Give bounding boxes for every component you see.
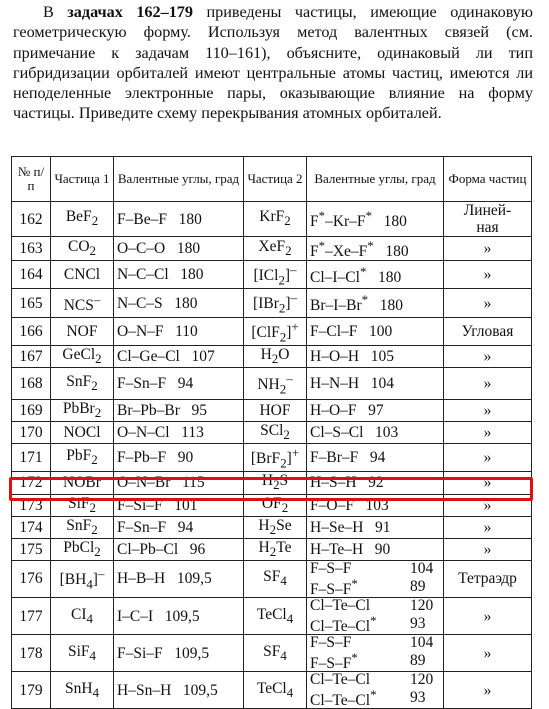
table-row bbox=[12, 317, 532, 345]
cell-particle-2: $H_2Te$ bbox=[244, 538, 307, 560]
cell-shape: » bbox=[444, 237, 532, 261]
header-number: № п/п bbox=[12, 157, 51, 202]
intro-text-1: В bbox=[43, 3, 68, 21]
cell-shape: » bbox=[444, 516, 532, 538]
cell-particle-2: HOF bbox=[244, 400, 307, 422]
table-row bbox=[12, 597, 532, 634]
cell-particle-1: NOCl bbox=[51, 422, 114, 444]
cell-angles-2: H–Se–H 91 bbox=[307, 516, 444, 538]
cell-angles-1: Br–Pb–Br 95 bbox=[114, 400, 244, 422]
cell-angles-2: F–S–F 104 F–S–F* 89 bbox=[307, 635, 444, 672]
cell-particle-2: $H_2S$ bbox=[244, 472, 307, 494]
cell-particle-1: $CO_2$ bbox=[51, 237, 114, 261]
table-row bbox=[12, 289, 532, 317]
cell-angles-2: H–O–F 97 bbox=[307, 400, 444, 422]
cell-angles-1: Cl–Pb–Cl 96 bbox=[114, 538, 244, 560]
intro-text-2: приведены частицы, имеющие одинаковую геометрическую форму. Используя метод валентных связей (см. примечание к задачам 110–161), объясните, одинаковый ли тип гибридизации орбиталей имеют центральные атомы частиц, имеются ли неподеленные электронные пары, оказывающие влияние на форму частицы. Приведите схему перекрывания атомных орбиталей. bbox=[13, 3, 533, 123]
cell-shape: Тетраэдр bbox=[444, 560, 532, 597]
cell-number: 173 bbox=[12, 494, 51, 516]
cell-particle-2: [BrF$_2$]+ bbox=[244, 444, 307, 472]
cell-angles-2: Br–I–Br* 180 bbox=[307, 289, 444, 317]
cell-shape: » bbox=[444, 444, 532, 472]
table-row bbox=[12, 237, 532, 261]
cell-number: 172 bbox=[12, 472, 51, 494]
cell-angles-1: F–Pb–F 90 bbox=[114, 444, 244, 472]
table-row bbox=[12, 202, 532, 237]
cell-angles-1: O–N–Cl 113 bbox=[114, 422, 244, 444]
cell-particle-1: BeF$_2$ bbox=[51, 202, 114, 237]
header-particle-2: Частица 2 bbox=[244, 157, 307, 202]
header-angles-2: Валентные углы, град bbox=[307, 157, 444, 202]
header-angles-1: Валентные углы, град bbox=[114, 157, 244, 202]
cell-particle-2: KrF$_2$ bbox=[244, 202, 307, 237]
cell-angles-1: H–Sn–H 109,5 bbox=[114, 672, 244, 709]
table-row bbox=[12, 444, 532, 472]
cell-angles-1: N–C–Cl 180 bbox=[114, 261, 244, 289]
cell-particle-1: $CI_4$ bbox=[51, 597, 114, 634]
cell-angles-2: Cl–S–Cl 103 bbox=[307, 422, 444, 444]
cell-angles-2: F–O–F 103 bbox=[307, 494, 444, 516]
cell-particle-1: SnF$_2$ bbox=[51, 516, 114, 538]
cell-angles-2: F–Cl–F 100 bbox=[307, 317, 444, 345]
cell-particle-2: TeCl$_4$ bbox=[244, 672, 307, 709]
cell-particle-2: [IBr$_2$]– bbox=[244, 289, 307, 317]
cell-particle-2: XeF$_2$ bbox=[244, 237, 307, 261]
cell-angles-1: Cl–Ge–Cl 107 bbox=[114, 345, 244, 367]
cell-angles-2: F–S–F 104 F–S–F* 89 bbox=[307, 560, 444, 597]
cell-shape: » bbox=[444, 261, 532, 289]
cell-angles-1: O–C–O 180 bbox=[114, 237, 244, 261]
table-row bbox=[12, 494, 532, 516]
cell-angles-2: H–O–H 105 bbox=[307, 345, 444, 367]
cell-shape: » bbox=[444, 538, 532, 560]
cell-angles-1: F–Si–F 101 bbox=[114, 494, 244, 516]
molecules-table bbox=[11, 156, 532, 709]
table-row bbox=[12, 538, 532, 560]
cell-angles-1: O–N–Br 115 bbox=[114, 472, 244, 494]
cell-particle-1: CNCl bbox=[51, 261, 114, 289]
table-row bbox=[12, 516, 532, 538]
cell-angles-1: N–C–S 180 bbox=[114, 289, 244, 317]
cell-particle-2: $NH_2^-$ bbox=[244, 368, 307, 400]
cell-particle-1: GeCl$_2$ bbox=[51, 345, 114, 367]
cell-particle-2: SCl$_2$ bbox=[244, 422, 307, 444]
cell-number: 179 bbox=[12, 672, 51, 709]
table-header-row bbox=[12, 157, 532, 202]
cell-particle-1: $[BH_4]^-$ bbox=[51, 560, 114, 597]
problem-intro bbox=[13, 2, 533, 124]
cell-angles-2: F*–Kr–F* 180 bbox=[307, 202, 444, 237]
table-row bbox=[12, 672, 532, 709]
cell-angles-2: Cl–I–Cl* 180 bbox=[307, 261, 444, 289]
cell-particle-2: $SF_4$ bbox=[244, 635, 307, 672]
cell-particle-1: PbBr$_2$ bbox=[51, 400, 114, 422]
cell-number: 169 bbox=[12, 400, 51, 422]
cell-number: 165 bbox=[12, 289, 51, 317]
cell-angles-1: F–Si–F 109,5 bbox=[114, 635, 244, 672]
cell-shape: Угловая bbox=[444, 317, 532, 345]
cell-angles-2: Cl–Te–Cl 120 Cl–Te–Cl* 93 bbox=[307, 597, 444, 634]
cell-angles-1: O–N–F 110 bbox=[114, 317, 244, 345]
table-row bbox=[12, 345, 532, 367]
cell-shape: » bbox=[444, 672, 532, 709]
cell-shape: » bbox=[444, 345, 532, 367]
cell-angles-1: F–Sn–F 94 bbox=[114, 516, 244, 538]
cell-number: 162 bbox=[12, 202, 51, 237]
cell-shape: » bbox=[444, 289, 532, 317]
table-body bbox=[12, 202, 532, 709]
cell-number: 171 bbox=[12, 444, 51, 472]
cell-shape: » bbox=[444, 635, 532, 672]
cell-number: 166 bbox=[12, 317, 51, 345]
cell-particle-1: SiF$_2$ bbox=[51, 494, 114, 516]
cell-particle-1: PbCl$_2$ bbox=[51, 538, 114, 560]
cell-shape: Линей- ная bbox=[444, 202, 532, 237]
header-shape: Форма частиц bbox=[444, 157, 532, 202]
cell-particle-1: NOF bbox=[51, 317, 114, 345]
intro-bold-range: задачах 162–179 bbox=[67, 3, 193, 21]
cell-angles-2: Cl–Te–Cl 120 Cl–Te–Cl* 93 bbox=[307, 672, 444, 709]
table-row bbox=[12, 368, 532, 400]
cell-shape: » bbox=[444, 368, 532, 400]
cell-particle-2: $SF_4$ bbox=[244, 560, 307, 597]
cell-particle-2: [ICl$_2$]– bbox=[244, 261, 307, 289]
cell-angles-1: F–Be–F 180 bbox=[114, 202, 244, 237]
cell-number: 178 bbox=[12, 635, 51, 672]
cell-number: 164 bbox=[12, 261, 51, 289]
cell-angles-2: H–N–H 104 bbox=[307, 368, 444, 400]
cell-particle-1: NCS– bbox=[51, 289, 114, 317]
cell-number: 168 bbox=[12, 368, 51, 400]
table-row bbox=[12, 422, 532, 444]
cell-shape: » bbox=[444, 400, 532, 422]
cell-number: 174 bbox=[12, 516, 51, 538]
cell-particle-2: $H_2O$ bbox=[244, 345, 307, 367]
cell-number: 170 bbox=[12, 422, 51, 444]
cell-number: 175 bbox=[12, 538, 51, 560]
cell-particle-1: SnH$_4$ bbox=[51, 672, 114, 709]
cell-number: 176 bbox=[12, 560, 51, 597]
table-row bbox=[12, 472, 532, 494]
table-row bbox=[12, 635, 532, 672]
cell-particle-1: PbF$_2$ bbox=[51, 444, 114, 472]
cell-angles-2: F*–Xe–F* 180 bbox=[307, 237, 444, 261]
cell-particle-1: SnF$_2$ bbox=[51, 368, 114, 400]
table-row bbox=[12, 560, 532, 597]
cell-number: 167 bbox=[12, 345, 51, 367]
cell-particle-2: $H_2Se$ bbox=[244, 516, 307, 538]
cell-angles-2: H–Te–H 90 bbox=[307, 538, 444, 560]
cell-number: 163 bbox=[12, 237, 51, 261]
cell-particle-1: NOBr bbox=[51, 472, 114, 494]
table-row bbox=[12, 261, 532, 289]
cell-angles-1: I–C–I 109,5 bbox=[114, 597, 244, 634]
cell-particle-2: $OF_2$ bbox=[244, 494, 307, 516]
cell-shape: » bbox=[444, 472, 532, 494]
cell-shape: » bbox=[444, 597, 532, 634]
cell-shape: » bbox=[444, 494, 532, 516]
cell-angles-1: F–Sn–F 94 bbox=[114, 368, 244, 400]
header-particle-1: Частица 1 bbox=[51, 157, 114, 202]
cell-shape: » bbox=[444, 422, 532, 444]
cell-angles-2: H–S–H 92 bbox=[307, 472, 444, 494]
cell-number: 177 bbox=[12, 597, 51, 634]
cell-particle-1: SiF$_4$ bbox=[51, 635, 114, 672]
cell-particle-2: TeCl$_4$ bbox=[244, 597, 307, 634]
cell-angles-2: F–Br–F 94 bbox=[307, 444, 444, 472]
cell-particle-2: [ClF$_2$]+ bbox=[244, 317, 307, 345]
table-row bbox=[12, 400, 532, 422]
cell-angles-1: H–B–H 109,5 bbox=[114, 560, 244, 597]
